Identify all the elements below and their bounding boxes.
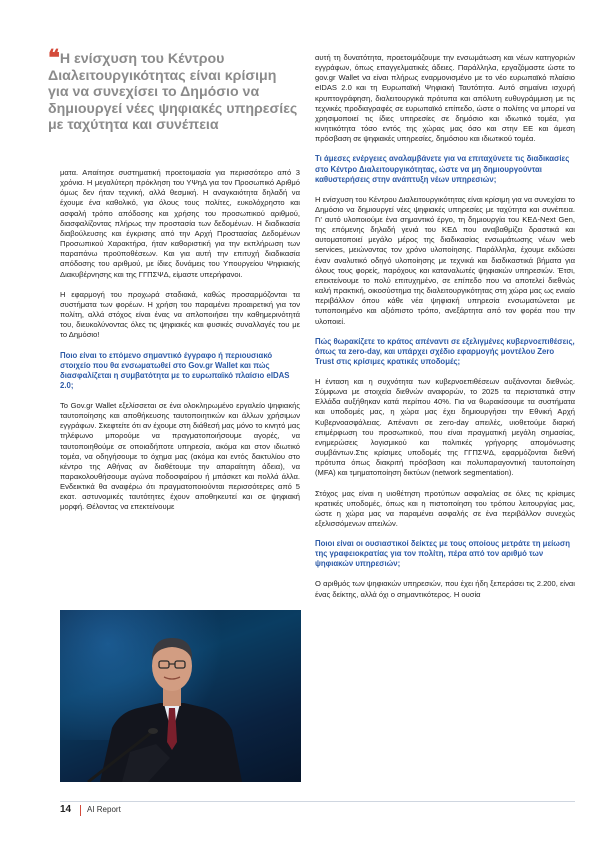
paragraph: Η εφαρμογή του προχωρά σταδιακά, καθώς προσαρμόζονται τα συστήματα των φορέων. Η χρήση του παραμένει προαιρετική για τον πολίτη, αλλά στόχος είναι ένας να απλοποιήσει την καθημερινότητά του, διευκολύνοντας όλες τις ψηφιακές και φυσικές συναλλαγές του με το Δημόσιο! <box>60 289 300 340</box>
publication-name: AI Report <box>87 805 121 814</box>
question-heading: Ποιο είναι το επόμενο σημαντικό έγγραφο ή περιουσιακό στοιχείο που θα ενσωματωθεί στο Gov.gr Wallet και πώς διασφαλίζεται η συμβατότητα με το ευρωπαϊκό πλαίσιο eIDAS 2.0; <box>60 350 290 390</box>
page-number: 14 <box>60 804 72 815</box>
footer-divider <box>60 801 575 802</box>
right-column <box>315 53 575 610</box>
paragraph: Στόχος μας είναι η υιοθέτηση προτύπων ασφαλείας σε όλες τις κρίσιμες κρατικές υποδομές, όπως και η πιστοποίηση του τρόπου λειτουργίας μας, ώστε η χώρα μας να παραμένει ασφαλής σε ένα περιβάλλον συνεχώς εξελισσόμενων απειλών. <box>315 488 575 529</box>
question-heading: Πώς θωρακίζετε το κράτος απέναντι σε εξελιγμένες κυβερνοεπιθέσεις, όπως τα zero-day, και υπάρχει σχέδιο εφαρμογής μοντέλου Zero Trust στις κρίσιμες κρατικές υποδομές; <box>315 336 575 366</box>
paragraph: Το Gov.gr Wallet εξελίσσεται σε ένα ολοκληρωμένο εργαλείο ψηφιακής ταυτοποίησης και αποθήκευσης ταυτοποιητικών και άλλων χρήσιμων εγγράφων. Σκεφτείτε ότι αν έχουμε στη διάθεσή μας μόνο το κινητό μας τηλέφωνο μπορούμε να πραγματοποιήσουμε αγορές, να ταυτοποιηθούμε σε οποιαδήποτε υπηρεσία, ακόμα και στον ιδιωτικό τομέα, να οδηγήσουμε το όχημα μας (ακόμα και εντός δακτυλίου στο κέντρο της Αθήνας αν διαθέτουμε την απαραίτητη άδεια), να παρακολουθήσουμε αγώνα ποδοσφαίρου ή μπάσκετ και πολλά άλλα. Ενδεικτικά θα αναφέρω ότι πραγματοποιούνται περισσότερες από 5 εκατ. αστυνομικές ταυτότητες έχουν αποθηκευτεί και σε ψηφιακή μορφή. Θέλοντας να επεκτείνουμε <box>60 400 300 512</box>
left-column <box>60 168 300 523</box>
paragraph: αυτή τη δυνατότητα, προετοιμάζουμε την ενσωμάτωση και νέων κατηγοριών εγγράφων, όπως επαγγελματικές άδειες. Παράλληλα, εργαζόμαστε ώστε το gov.gr Wallet να είναι πλήρως εναρμονισμένο με το νέο ευρωπαϊκό πλαίσιο eIDAS 2.0 και τη Ευρωπαϊκή Ψηφιακή Ταυτότητα. Αυτό σημαίνει ισχυρή κρυπτογράφηση, διαλειτουργικά πρότυπα και απόλυτη ευθυγράμμιση με τις τεχνικές προδιαγραφές σε ευρωπαϊκό επίπεδο, ώστε ο πολίτης να μπορεί να χρησιμοποιεί τις ίδιες υπηρεσίες σε δημόσιο και ιδιωτικό τομέα, για κινητικότητα τόσο εντός της χώρας μας όσο και στην ΕΕ και άμεση πρόσβαση σε ψηφιακές υπηρεσίες, δημόσιου και ιδιωτικού τομέα. <box>315 53 575 144</box>
footer-separator <box>80 805 81 816</box>
pull-quote-text: Η ενίσχυση του Κέντρου Διαλειτουργικότητας είναι κρίσιμη για να συνεχίσει το Δημόσιο να δημιουργεί νέες ψηφιακές υπηρεσίες με ταχύτητα και συνέπεια <box>48 51 298 134</box>
speaker-figure <box>60 610 301 782</box>
question-heading: Ποιοι είναι οι ουσιαστικοί δείκτες με τους οποίους μετράτε τη μείωση της γραφειοκρατίας για τον πολίτη, πέρα από τον αριθμό των ψηφιακών υπηρεσιών; <box>315 539 570 569</box>
paragraph: Η ένταση και η συχνότητα των κυβερνοεπιθέσεων αυξάνονται διεθνώς. Σύμφωνα με στοιχεία διεθνών αναφορών, το 2025 τα περιστατικά στην Ελλάδα αυξήθηκαν κατά περίπου 40%. Για να θωρακίσουμε τα συστήματα και υποδομές μας, η χώρα μας έχει δημιουργήσει την Εθνική Αρχή Κυβερνοασφάλειας. Απέναντι σε zero-day απειλές, υιοθετούμε διαρκή επιμέρφωση του προσωπικού, που είναι πραγματική μεγάλη σημασίας, ενημερώσεις λογισμικού και πολιτικές γρήγορης απομόνωσης συμβάντων.Στις κρίσιμες υποδομές της ΓΓΠΣΨΔ, εφαρμόζονται διεθνή πρότυπα όπως διακριτή πρόσβαση και πολυπαραγοντική ταυτοποίηση (MFA) και τμηματοποίηση δικτύων (network segmentation). <box>315 377 575 478</box>
speaker-photo <box>60 610 301 782</box>
paragraph: ματα. Απαίτησε συστηματική προετοιμασία για περισσότερο από 3 χρόνια. Η μεγαλύτερη πρόκληση του ΥΨηΔ για τον Προσωπικό Αριθμό όμως δεν ήταν τεχνική, αλλά θεσμική. Η αναγκαιότητα δηλαδή να έχουμε ένα καθολικό, για όλους τους πολίτες, ευκολόχρηστο και ασφαλή τρόπο απόδοσης και χρήσης του προσωπικού αριθμού, διασφαλίζοντας πλήρως την προστασία των δεδομένων. Η διαδικασία διαβούλευσης και έγκρισης από την Αρχή Προστασίας Δεδομένων Προσωπικού Χαρακτήρα, ήταν καθοριστική για την εκπλήρωση των παραπάνω προϋποθέσεων. Και για αυτή την επιτυχή διαδικασία απόδοσης του αριθμού, με ίδιες δυνάμεις του Υπουργείου Ψηφιακής Διακυβέρνησης και της ΓΓΠΣΨΔ, είμαστε υπερήφανοι. <box>60 168 300 279</box>
question-heading: Τι άμεσες ενέργειες αναλαμβάνετε για να επιταχύνετε τις διαδικασίες στο Κέντρο Διαλειτουργικότητας, ώστε να μη δημιουργούνται καθυστερήσεις στην ανάπτυξη νέων υπηρεσιών; <box>315 154 570 184</box>
quote-mark-icon: ❝ <box>48 45 58 71</box>
paragraph: Ο αριθμός των ψηφιακών υπηρεσιών, που έχει ήδη ξεπεράσει τις 2.200, είναι ένας δείκτης, αλλά όχι ο σημαντικότερος. Η ουσία <box>315 579 575 599</box>
pull-quote <box>48 45 298 134</box>
paragraph: Η ενίσχυση του Κέντρου Διαλειτουργικότητας είναι κρίσιμη για να συνεχίσει το Δημόσιο να δημιουργεί νέες ψηφιακές υπηρεσίες με ταχύτητα και συνέπεια. Γι' αυτό υλοποιούμε ένα σημαντικό έργο, τη δημιουργία του ΚΕΔ-Next Gen, της επόμενης δηλαδή γενιά του ΚΕΔ που αναβαθμίζει δραστικά και αυτοματοποιεί μεγάλο μέρος της διαδικασίας ενσωμάτωσης νέων web services, μειώνοντας τον χρόνο υλοποίησης. Παράλληλα, έχουμε εκδώσει έναν αναλυτικό οδηγό υλοποίησης με τεχνικά και διαδικαστικά βήματα για όλους τους φορείς, παρόχους και καταναλωτές ψηφιακών υπηρεσιών. Έτσι, επεκτείνουμε το πολύ επιτυχημένο, σε επίπεδο που να αποτελεί διεθνώς καλή πρακτική, οικοσύστημα της διαλειτουργικότητας στη χώρα μας ως ενιαίο περιβάλλον όπου κάθε νέα ψηφιακή υπηρεσία ενσωματώνεται με τυποποιημένο και αξιόπιστο τρόπο, ανεξάρτητα από τον φορέα που την υλοποιεί. <box>315 194 575 326</box>
